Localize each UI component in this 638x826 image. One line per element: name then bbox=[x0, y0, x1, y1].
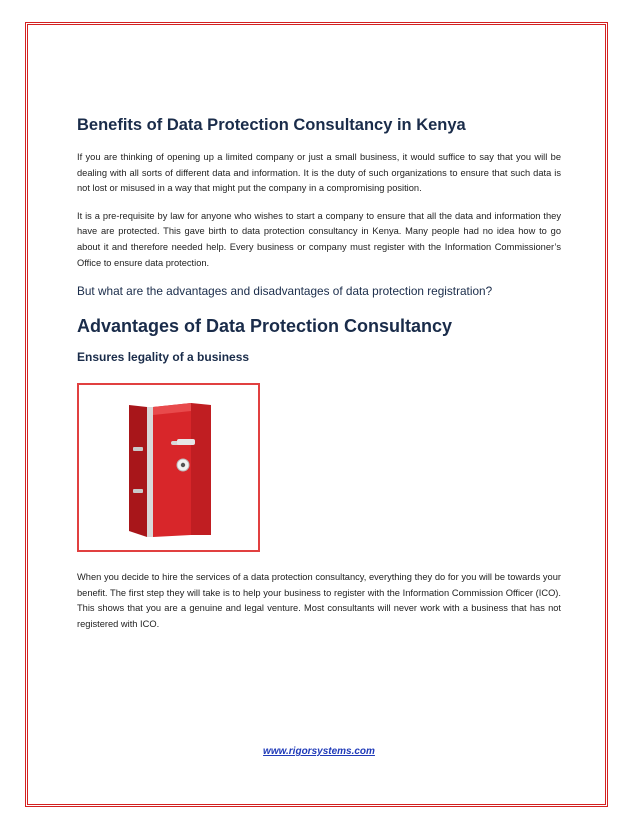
question-line: But what are the advantages and disadvantages of data protection registration? bbox=[77, 284, 493, 299]
subsection-heading: Ensures legality of a business bbox=[77, 350, 250, 365]
intro-paragraph: If you are thinking of opening up a limited company or just a small business, it would suffice to say that you will be dealing with all sorts of different data and information. It is the duty of such organizations to ensure that such data is not lost or misused in a way that might put the company in a compromising position. bbox=[77, 152, 561, 194]
legality-paragraph: When you decide to hire the services of a data protection consultancy, everything they do for you will be towards your benefit. The first step they will take is to help your business to register with the Information Commission Officer (ICO). This shows that you are a genuine and legal venture. Most consultants will never work with a business that has not registered with ICO. bbox=[77, 572, 561, 629]
red-folder-illustration bbox=[79, 385, 258, 550]
folder-image bbox=[77, 383, 260, 552]
section-heading: Advantages of Data Protection Consultancy bbox=[77, 316, 453, 337]
folder-spine-paper bbox=[147, 407, 153, 537]
footer-website-link[interactable]: www.rigorsystems.com bbox=[263, 746, 375, 757]
document-body bbox=[77, 115, 561, 645]
spine-ring-bottom bbox=[133, 489, 143, 493]
spine-ring-top bbox=[133, 447, 143, 451]
folder-spine bbox=[129, 405, 147, 537]
finger-hole-center bbox=[181, 463, 185, 467]
law-paragraph: It is a pre-requisite by law for anyone who wishes to start a company to ensure that all the data and information they have are protected. This gave birth to data protection consultancy in Kenya. Many people had no idea how to go about it and therefore needed help. Every business or company must register with the Information Commissioner’s Office to ensure data protection. bbox=[77, 210, 561, 268]
lever-arm bbox=[177, 439, 195, 445]
folder-side-cover bbox=[191, 403, 211, 535]
page-title: Benefits of Data Protection Consultancy in Kenya bbox=[77, 116, 466, 134]
